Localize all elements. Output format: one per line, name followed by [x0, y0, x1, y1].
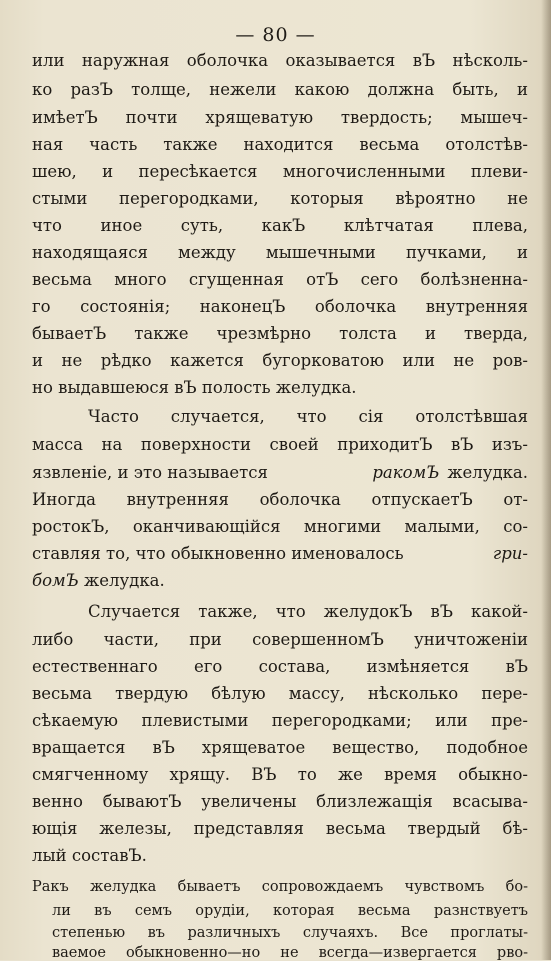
text-line: ная часть также находится весьма отолстѣв- [32, 135, 528, 154]
italic-term: ракомЪ [372, 463, 440, 482]
text-line: Случается также, что желудокЪ вЪ какой- [88, 602, 528, 621]
text-line: го состоянія; наконецЪ оболочка внутренняя [32, 297, 528, 316]
text-line: весьма много сгущенная отЪ сего болѣзненна- [32, 270, 528, 289]
text-line: имѣетЪ почти хрящеватую твердость; мышеч- [32, 108, 528, 127]
text-line: бываетЪ также чрезмѣрно толста и тверда, [32, 324, 528, 343]
text-line: но выдавшеюся вЪ полость желудка. [32, 378, 357, 397]
text-line: и не рѣдко кажется бугорковатою или не ров- [32, 351, 528, 370]
text-line: сѣкаемую плевистыми перегородками; или пре- [32, 711, 528, 730]
text-line-mixed [32, 465, 528, 482]
page-edge-shadow [541, 0, 551, 960]
text-segment: желудка. [447, 463, 528, 482]
text-line: вращается вЪ хрящеватое вещество, подобное [32, 738, 528, 757]
text-line: масса на поверхности своей приходитЪ вЪ изъ- [32, 435, 528, 454]
text-line: весьма твердую бѣлую массу, нѣсколько пере- [32, 684, 528, 703]
text-line: либо части, при совершенномЪ уничтоженіи [32, 630, 528, 649]
text-segment: ставляя то, что обыкновенно именовалось [32, 544, 404, 563]
italic-term: бомЪ [32, 571, 79, 590]
text-line: находящаяся между мышечными пучками, и [32, 243, 528, 262]
text-line: Иногда внутренняя оболочка отпускаетЪ от- [32, 490, 528, 509]
text-line: или наружная оболочка оказывается вЪ нѣсколь- [32, 51, 528, 70]
text-line-mixed [32, 573, 165, 590]
text-line: стыми перегородками, которыя вѣроятно не [32, 189, 528, 208]
text-segment: язвленіе, и это называется [32, 463, 268, 482]
page-number: — 80 — [235, 24, 316, 46]
text-line: смягченному хрящу. ВЪ то же время обыкно- [32, 765, 528, 784]
text-segment: желудка. [84, 571, 165, 590]
footnote-line: степенью въ различныхъ случаяхъ. Все проглаты- [52, 925, 528, 941]
footnote-line: ваемое обыкновенно—но не всегда—извергается рво- [52, 945, 528, 961]
text-line: лый составЪ. [32, 846, 147, 865]
text-line: естественнаго его состава, измѣняется вЪ [32, 657, 528, 676]
text-line: ко разЪ толще, нежели какою должна быть, и [32, 80, 528, 99]
footnote-line: ли въ семъ орудіи, которая весьма разнствуетъ [52, 903, 528, 919]
text-line: ростокЪ, оканчивающійся многими малыми, со- [32, 517, 528, 536]
text-line: шею, и пересѣкается многочисленными плеви- [32, 162, 528, 181]
text-line-mixed [32, 546, 528, 563]
italic-term: гри- [492, 544, 528, 563]
text-line: венно бываютЪ увеличены близлежащія всасыва- [32, 792, 528, 811]
footnote-line: Ракъ желудка бываетъ сопровождаемъ чувствомъ бо- [32, 879, 528, 895]
text-line: Часто случается, что сія отолстѣвшая [88, 407, 528, 426]
text-line: что иное суть, какЪ клѣтчатая плева, [32, 216, 528, 235]
text-line: ющія железы, представляя весьма твердый бѣ- [32, 819, 528, 838]
